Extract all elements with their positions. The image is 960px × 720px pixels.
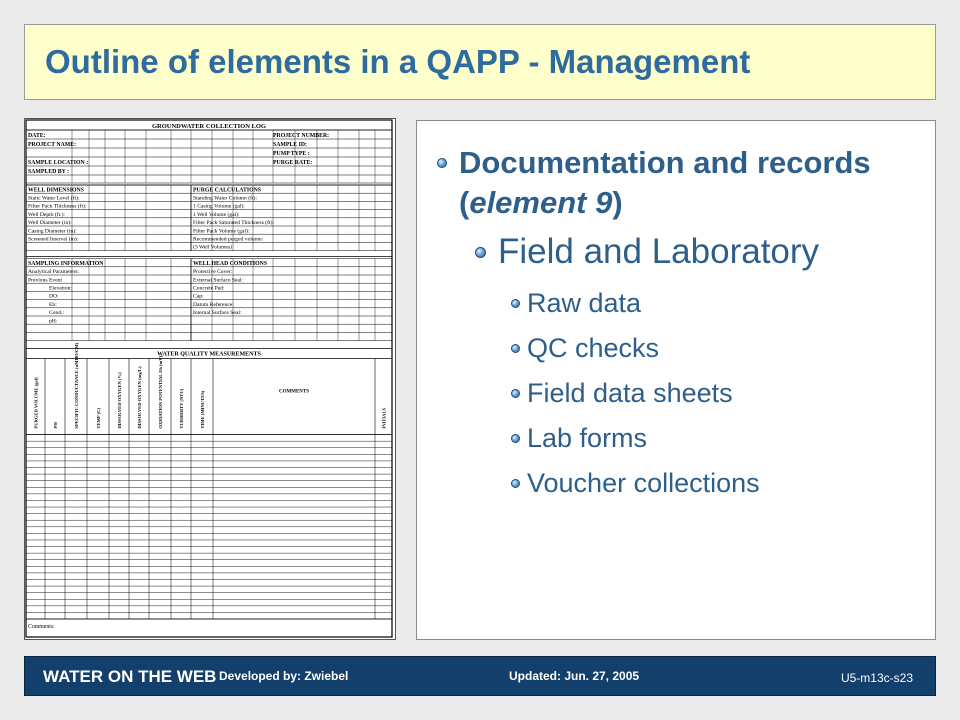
sub-bullet-text: QC checks — [527, 333, 660, 363]
bullet1-emphasis: element 9 — [469, 185, 613, 220]
well-head-label: Internal Surface Seal: — [193, 310, 242, 317]
section-heading-well-head-conditions: WELL HEAD CONDITIONS — [193, 260, 268, 267]
bullet-field-lab-text: Field and Laboratory — [498, 232, 820, 271]
title-box — [24, 24, 936, 100]
well-head-label: Datum Reference: — [193, 301, 234, 308]
section-heading-well-dimensions: WELL DIMENSIONS — [28, 187, 84, 194]
sampling-sub-label: pH: — [49, 318, 58, 325]
header-left-label: SAMPLED BY : — [28, 169, 70, 175]
sub-bullet-voucher-collections — [511, 466, 760, 500]
footer-bar — [24, 656, 936, 696]
bullet1-prefix: Documentation and records ( — [459, 145, 871, 220]
purge-calculation-label: Filter Pack Volume (gal): — [193, 228, 250, 235]
groundwater-collection-log-form — [24, 118, 396, 640]
sampling-sub-label: Eh: — [49, 301, 57, 308]
header-right-label: PUMP TYPE : — [273, 151, 310, 157]
sub-bullet-text: Voucher collections — [527, 468, 760, 498]
form-image — [25, 119, 395, 639]
well-dimension-label: Screened Interval (in): — [28, 236, 79, 243]
wq-column-header: SPECIFIC CONDUCTANCE (uMHO/CM) — [74, 342, 79, 429]
bullet1-suffix: ) — [612, 185, 623, 220]
header-right-label: SAMPLE ID: — [273, 142, 307, 148]
wq-column-header: OXIDATION POTENTIAL Eh (mV) — [158, 355, 163, 429]
wq-column-header: PH — [53, 422, 58, 429]
sampling-sub-label: Cond.: — [49, 310, 65, 317]
section-heading-purge-calculations: PURGE CALCULATIONS — [193, 187, 262, 194]
header-right-label: PROJECT NUMBER: — [273, 133, 330, 139]
wq-column-header: DISSOLVED OXYGEN (%) — [117, 372, 122, 429]
bullet-dot-icon — [511, 479, 520, 488]
purge-calculation-label: 1 Well Volume (gal): — [193, 211, 240, 218]
wq-column-header: PURGED VOLUME (gal) — [33, 377, 39, 429]
well-dimension-label: Well Diameter (in): — [28, 220, 72, 227]
purge-calculation-label: Standing Water Column (ft): — [193, 195, 257, 202]
sub-bullet-text: Lab forms — [527, 423, 648, 453]
sub-bullet-text: Field data sheets — [527, 378, 733, 408]
water-on-the-web-logo — [37, 661, 217, 693]
wq-column-header: TURBIDITY (NTU) — [179, 388, 184, 429]
form-comments-label: Comments: — [28, 624, 55, 630]
updated-date-text: Updated: Jun. 27, 2005 — [509, 669, 640, 683]
sub-bullet-field-data-sheets — [511, 376, 733, 410]
sub-bullet-lab-forms — [511, 421, 647, 455]
bullet-dot-icon — [511, 434, 520, 443]
header-right-label: PURGE RATE: — [273, 160, 313, 166]
sub-bullet-text: Raw data — [527, 288, 642, 318]
slide-title: Outline of elements in a QAPP - Management — [45, 43, 751, 80]
purge-calculation-label: (3 Well Volumes) — [193, 244, 233, 251]
purge-calculation-label: Filter Pack Saturated Thickness (ft): — [193, 220, 274, 227]
section-heading-sampling-information: SAMPLING INFORMATION — [28, 260, 104, 267]
well-head-label: Protective Cover: — [193, 269, 233, 276]
header-left-label: PROJECT NAME: — [28, 142, 77, 148]
form-title: GROUNDWATER COLLECTION LOG — [151, 123, 267, 130]
wq-initials-header: INITIALS — [381, 407, 387, 429]
sampling-info-label: Analytical Parameters: — [28, 269, 80, 276]
bullet-dot-icon — [511, 344, 520, 353]
developed-by-text: Developed by: Zwiebel — [219, 669, 349, 683]
sub-bullet-qc-checks — [511, 331, 659, 365]
well-dimension-label: Filter Pack Thickness (ft): — [28, 203, 87, 210]
logo-text: WATER ON THE WEB — [43, 667, 217, 686]
wq-comments-header: COMMENTS — [279, 389, 309, 395]
header-left-label: DATE: — [28, 133, 46, 139]
bullet-dot-icon — [437, 158, 447, 168]
bullet-documentation-text — [459, 143, 917, 223]
purge-calculation-label: Recommended purged volume: — [193, 236, 264, 243]
well-dimension-label: Casing Diameter (in): — [28, 228, 77, 235]
wq-column-header: TIME (MINUTES) — [200, 390, 205, 429]
slide-code: U5-m13c-s23 — [840, 671, 913, 685]
sub-bullet-raw-data — [511, 286, 641, 320]
well-head-label: Concrete Pad: — [193, 285, 225, 292]
wq-column-header: TEMP (C) — [96, 408, 101, 429]
wq-column-header: DISSOLVED OXYGEN (mg/L) — [137, 366, 142, 429]
sampling-sub-label: DO: — [49, 293, 59, 300]
well-head-label: Cap: — [193, 293, 204, 300]
sampling-info-label: Previous Event — [28, 277, 63, 284]
bullet-dot-icon — [511, 389, 520, 398]
well-dimension-label: Static Water Level (ft): — [28, 195, 80, 202]
purge-calculation-label: 1 Casing Volume (gal): — [193, 203, 245, 210]
well-head-label: External Surface Seal: — [193, 277, 244, 284]
content-panel — [416, 120, 936, 640]
header-left-label: SAMPLE LOCATION : — [28, 160, 89, 166]
well-dimension-label: Well Depth (ft.): — [28, 211, 65, 218]
sampling-sub-label: Elevation: — [49, 285, 72, 292]
section-heading-water-quality: WATER QUALITY MEASUREMENTS — [157, 351, 261, 358]
bullet-field-and-laboratory — [475, 231, 819, 273]
bullet-dot-icon — [475, 247, 486, 258]
bullet-dot-icon — [511, 299, 520, 308]
bullet-documentation-records — [437, 143, 917, 223]
